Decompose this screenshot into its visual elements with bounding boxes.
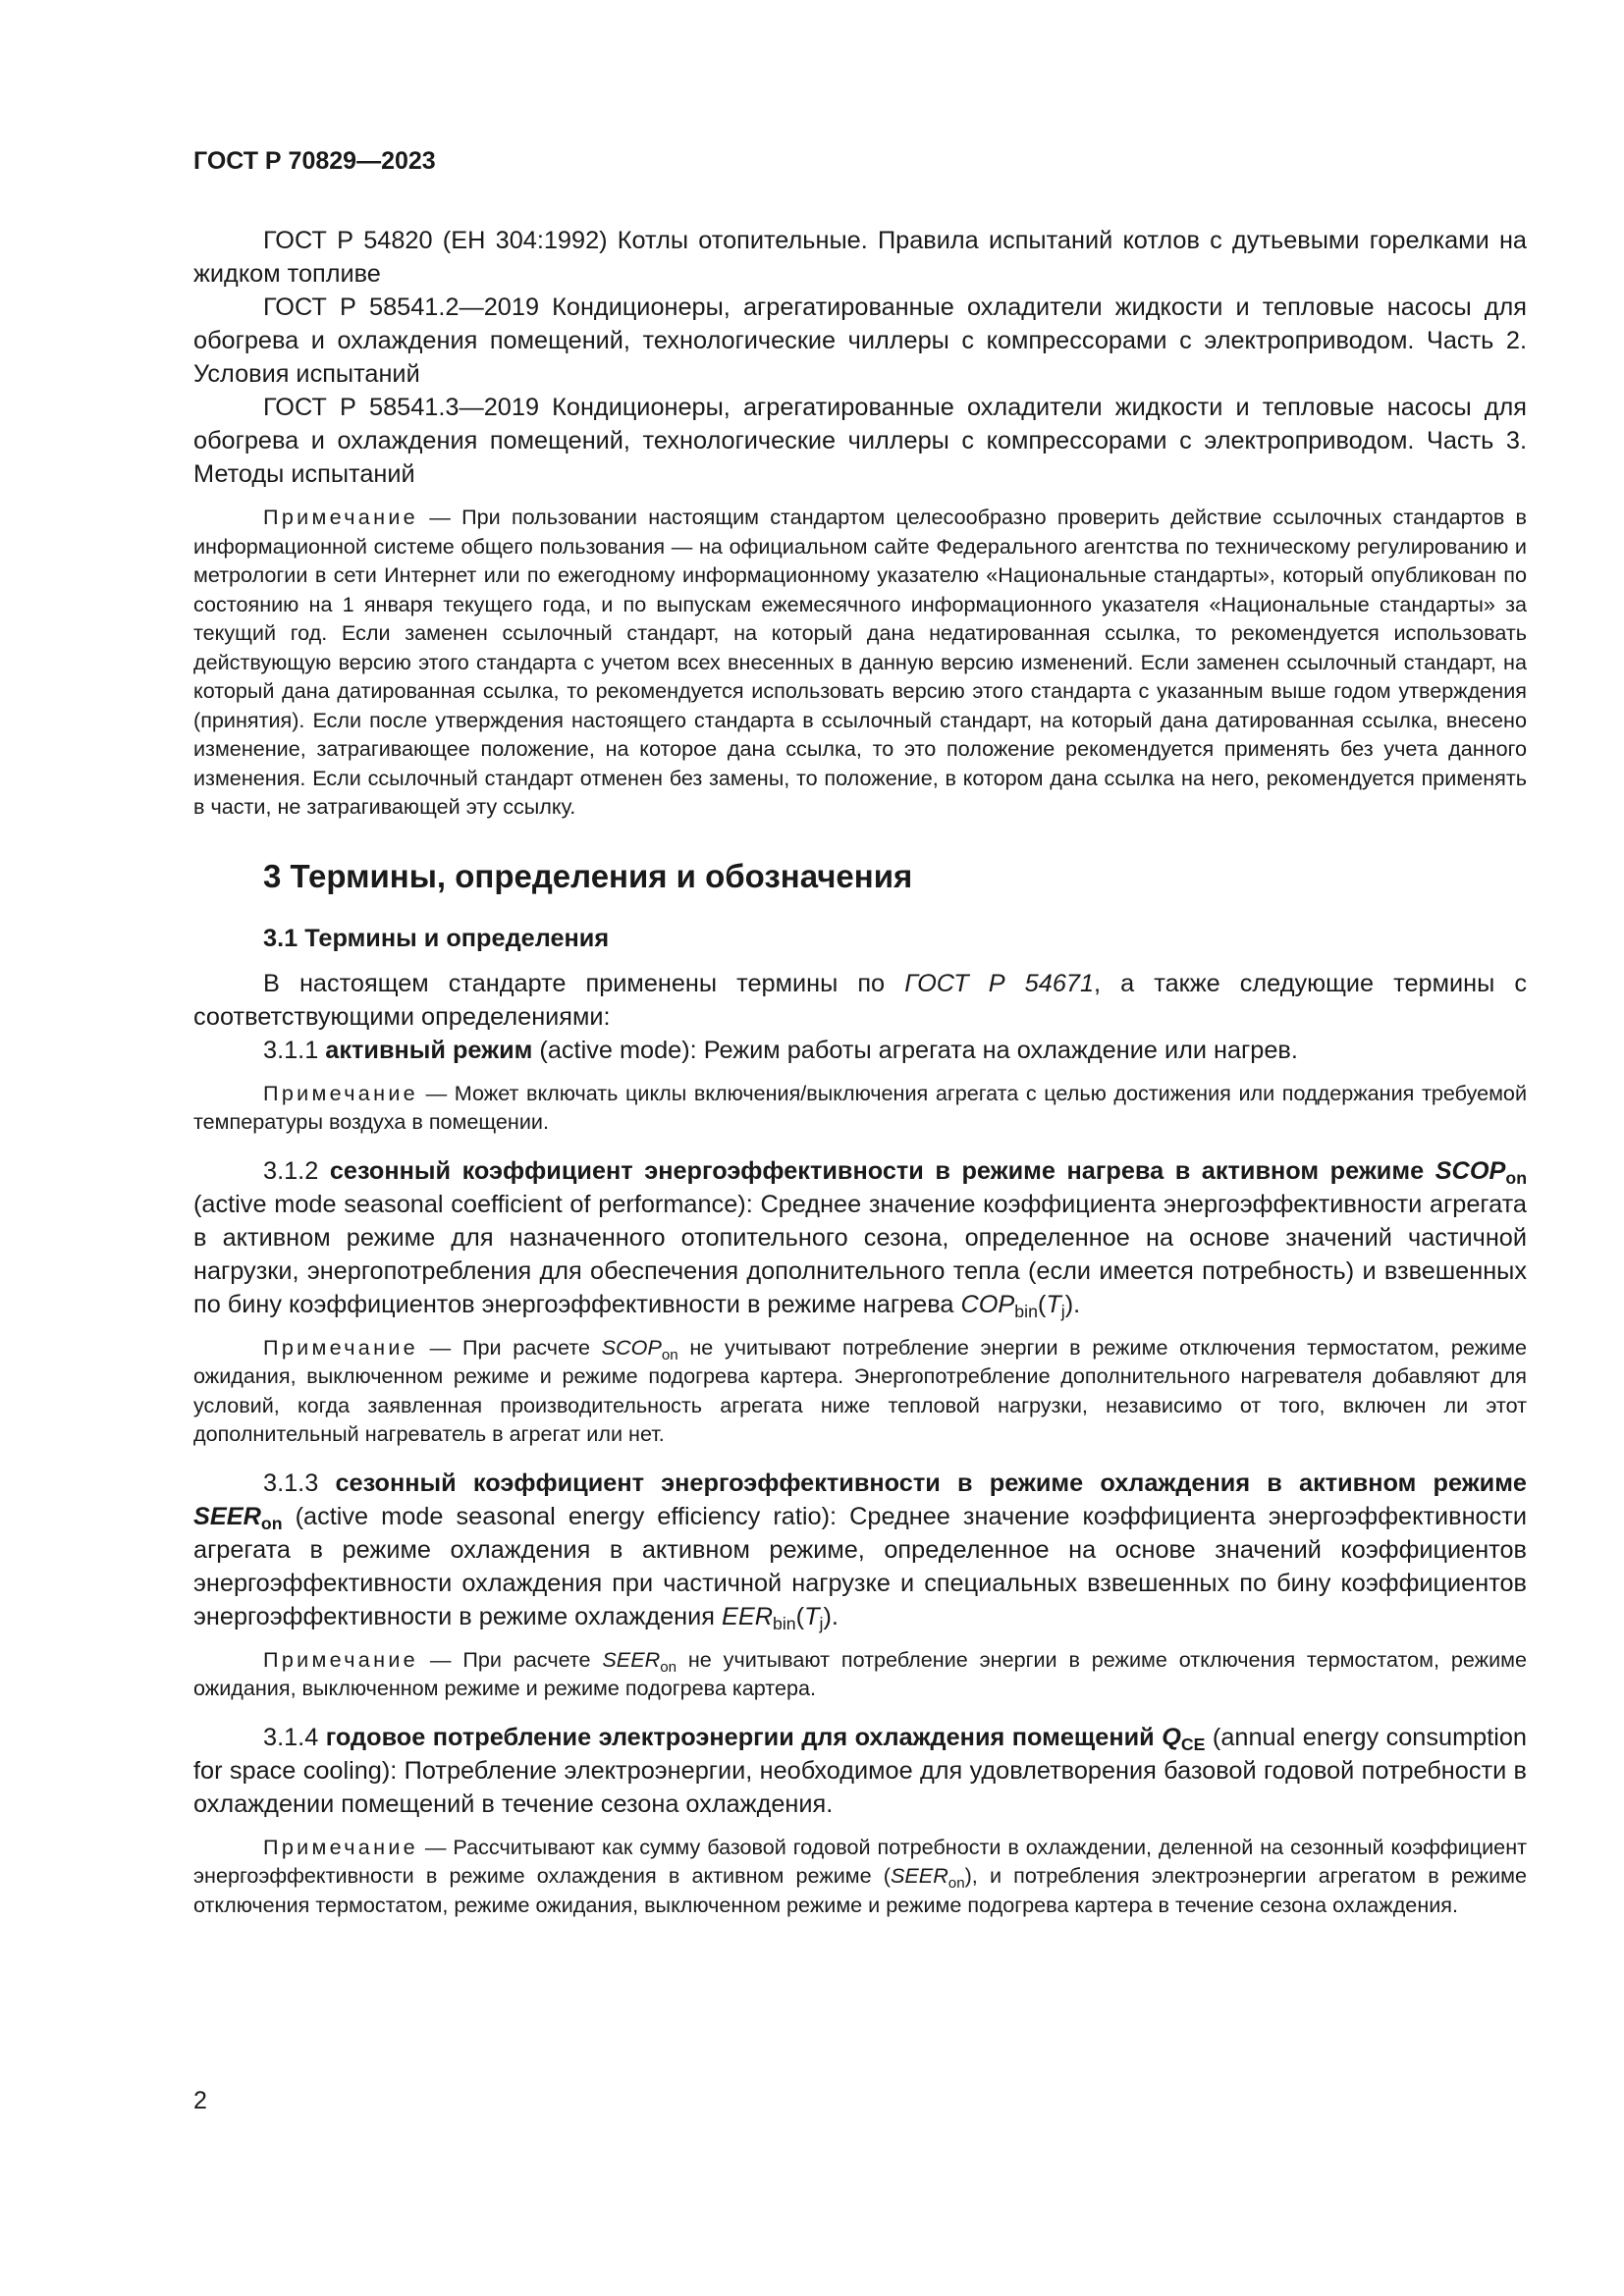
note-label: Примечание [263,505,418,529]
term-name: годовое потребление электроэнергии для охлаждения помещений [325,1723,1163,1751]
section-3-heading: 3 Термины, определения и обозначения [263,857,913,894]
term-name: сезонный коэффициент энергоэффективности в режиме охлаждения в активном режиме [335,1468,1527,1497]
note-references: Примечание — При пользовании настоящим стандартом целесообразно проверить действие ссылочных стандартов в информационной системе общего пользования — на официальном сайте Федерального агентства по техническому регулированию и метрологии в сети Интернет или по ежегодному информационному указателю «Национальные стандарты», который опубликован по состоянию на 1 января текущего года, и по выпускам ежемесячного информационного указателя «Национальные стандарты» за текущий год. Если заменен ссылочный стандарт, на который дана недатированная ссылка, то рекомендуется использовать действующую версию этого стандарта с учетом всех внесенных в данную версию изменений. Если заменен ссылочный стандарт, на который дана датированная ссылка, то рекомендуется использовать версию этого стандарта с указанным выше годом утверждения (принятия). Если после утверждения настоящего стандарта в ссылочный стандарт, на который дана датированная ссылка, внесено изменение, затрагивающее положение, на которое дана ссылка, то это положение рекомендуется применять без учета данного изменения. Если ссылочный стандарт отменен без замены, то положение, в котором дана ссылка на него, рекомендуется применять в части, не затрагивающей эту ссылку. [193,505,1528,819]
term-name: сезонный коэффициент энергоэффективности в режиме нагрева в активном режиме [329,1156,1435,1185]
note-3-1-2: Примечание — При расчете $SCOP_{on}$ не учитывают потребление энергии в режиме отключения термостатом, режиме ожидания, выключенном режиме и режиме подогрева картера. Энергопотребление дополнительного нагревателя добавляют для условий, когда заявленная производительность агрегата ниже тепловой нагрузки, независимо от того, включен ли этот дополнительный нагреватель в агрегат или нет. [193,1334,1527,1446]
term-symbol: SCOP [1435,1156,1506,1185]
document-header: ГОСТ Р 70829—2023 [193,147,436,175]
term-3-1-4: 3.1.4 годовое потребление электроэнергии для охлаждения помещений $Q_{CE}$ (annual energy consumption for space cooling): Потребление электроэнергии, необходимое для удовлетворения базовой годовой потребности в охлаждении помещений в течение сезона охлаждения. [193,1723,1528,1818]
page-content [193,224,1527,1919]
page-number: 2 [193,2087,207,2114]
term-3-1-3: 3.1.3 сезонный коэффициент энергоэффективности в режиме охлаждения в активном режиме $SEER_{on}$ (active mode seasonal energy efficiency ratio): Среднее значение коэффициента энергоэффективности агрегата в режиме охлаждения в активном режиме, определенное на основе значений коэффициентов энергоэффективности охлаждения при частичной нагрузке и специальных взвешенных по бину коэффициентов энергоэффективности в режиме охлаждения $EER_{bin}(T_j)$. [193,1468,1527,1633]
reference-item: ГОСТ Р 54820 (ЕН 304:1992) Котлы отопительные. Правила испытаний котлов с дутьевыми горелками на жидком топливе [193,227,1527,288]
term-3-1-2: 3.1.2 сезонный коэффициент энергоэффективности в режиме нагрева в активном режиме $SCOP_{on}$ (active mode seasonal coefficient of performance): Среднее значение коэффициента энергоэффективности агрегата в активном режиме для назначенного отопительного сезона, определенное на основе значений частичной нагрузки, энергопотребления для обеспечения дополнительного тепла (если имеется потребность) и взвешенных по бину коэффициентов энергоэффективности в режиме нагрева $COP_{bin}(T_j)$. [193,1156,1527,1321]
section-3-1-heading: 3.1 Термины и определения [263,924,610,952]
note-3-1-4: Примечание — Рассчитывают как сумму базовой годовой потребности в охлаждении, деленной на сезонный коэффициент энергоэффективности в режиме охлаждения в активном режиме $(SEER_{on})$, и потребления электроэнергии агрегатом в режиме отключения термостатом, режиме ожидания, выключенном режиме и режиме подогрева картера в течение сезона охлаждения. [193,1834,1528,1917]
term-3-1-1: 3.1.1 активный режим (active mode): Режим работы агрегата на охлаждение или нагрев. [263,1036,1298,1064]
term-name: активный режим [325,1036,533,1064]
intro-reference: ГОСТ Р 54671 [904,969,1095,997]
reference-item: ГОСТ Р 58541.3—2019 Кондиционеры, агрегатированные охладители жидкости и тепловые насосы для обогрева и охлаждения помещений, технологические чиллеры с компрессорами с электроприводом. Часть 3. Методы испытаний [193,394,1527,488]
note-3-1-3: Примечание — При расчете $SEER_{on}$ не учитывают потребление энергии в режиме отключения термостатом, режиме ожидания, выключенном режиме и режиме подогрева картера. [193,1646,1527,1700]
term-symbol: SEER [193,1502,261,1530]
section-intro: В настоящем стандарте применены термины по ГОСТ Р 54671, а также следующие термины с соответствующими определениями: [193,969,1527,1031]
term-symbol: Q [1162,1723,1181,1751]
reference-item: ГОСТ Р 58541.2—2019 Кондиционеры, агрегатированные охладители жидкости и тепловые насосы для обогрева и охлаждения помещений, технологические чиллеры с компрессорами с электроприводом. Часть 2. Условия испытаний [193,294,1527,388]
note-3-1-1: Примечание — Может включать циклы включения/выключения агрегата с целью достижения или поддержания требуемой температуры воздуха в помещении. [193,1080,1528,1134]
